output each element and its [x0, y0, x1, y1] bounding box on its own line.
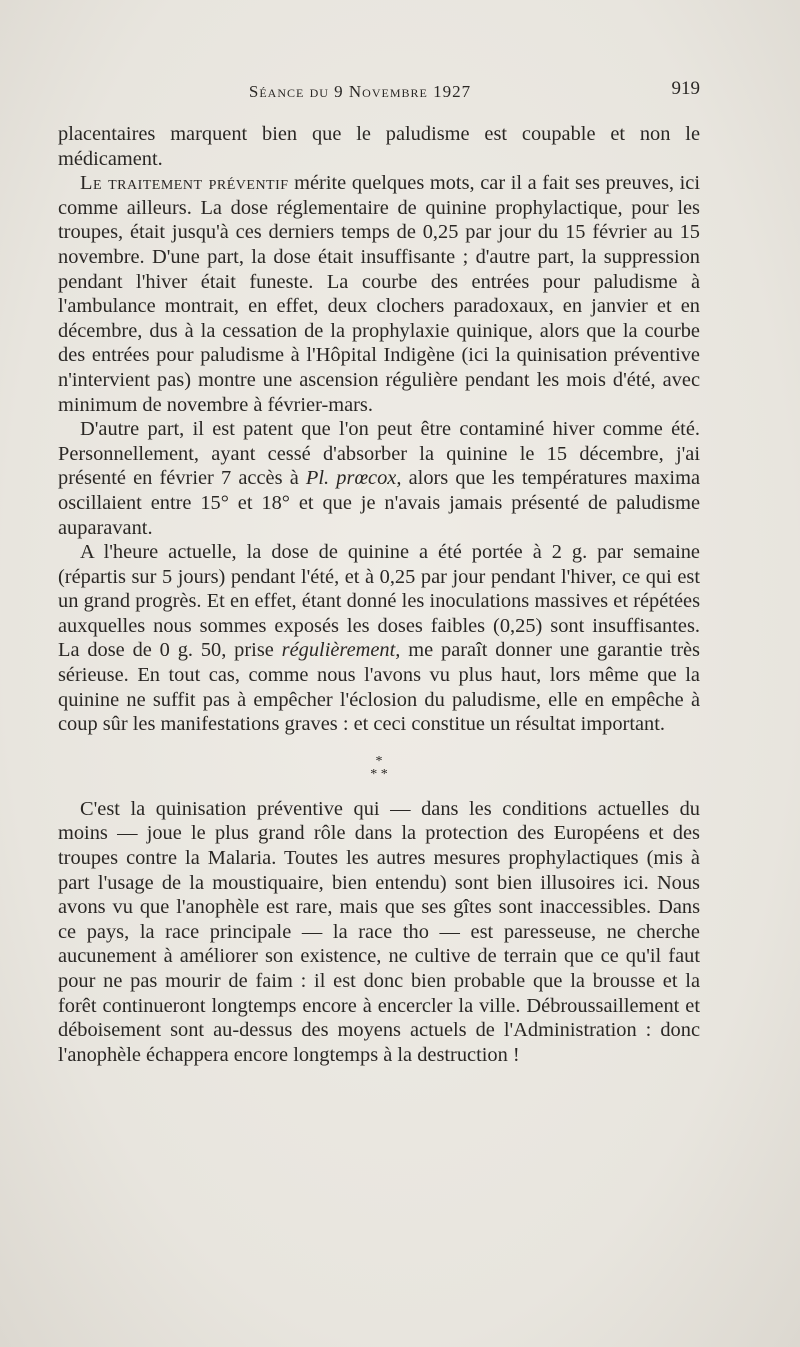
- page-number: 919: [671, 78, 700, 99]
- paragraph-3-italic: Pl. prœcox,: [305, 467, 402, 490]
- asterism-top: *: [375, 753, 383, 769]
- running-title: Séance du 9 Novembre 1927: [248, 82, 472, 101]
- paragraph-1: [58, 122, 700, 171]
- paragraph-4-text-a: A l'heure actuelle, la dose de quinine a été portée à 2 g. par semaine (répartis sur 5 jours) pendant l'été, et à 0,25 par jour pendant l'hiver, ce qui est un grand progrès. Et en effet, étant donné les inoculations massives et répétées auxquelles nous sommes exposés les doses faibles (0,25) sont insuffisantes. La dose de 0 g. 50, prise: [58, 541, 700, 662]
- paragraph-5: [58, 797, 700, 1068]
- paragraph-4: [58, 540, 700, 737]
- asterism-bottom: * *: [370, 766, 388, 782]
- paragraph-2: [58, 171, 700, 417]
- paragraph-1-text: placentaires marquent bien que le paludisme est coupable et non le médicament.: [58, 123, 700, 170]
- paragraph-2-lead: Le traitement préventif: [80, 172, 289, 195]
- paragraph-5-text: C'est la quinisation préventive qui — dans les conditions actuelles du moins — joue le plus grand rôle dans la protection des Européens et des troupes contre la Malaria. Toutes les autres mesures prophylactiques (mis à part l'usage de la moustiquaire, bien entendu) sont bien illusoires ici. Nous avons vu que l'anophèle est rare, mais que ses gîtes sont inaccessibles. Dans ce pays, la race principale — la race tho — est paresseuse, ne cherche aucunement à améliorer son existence, ne cultive de terrain que ce qu'il faut pour ne pas mourir de faim : il est donc bien probable que la brousse et la forêt continueront longtemps encore à encercler la ville. Débroussaillement et déboisement sont au-dessus des moyens actuels de l'Administration : donc l'anophèle échappera encore longtemps à la destruction !: [58, 797, 700, 1066]
- paragraph-3-text-a: D'autre part, il est patent que l'on peut être contaminé hiver comme été. Personnellement, ayant cessé d'absorber la quinine le 15 décembre, j'ai présenté en février 7 accès à: [58, 418, 700, 490]
- paragraph-2-text: mérite quelques mots, car il a fait ses preuves, ici comme ailleurs. La dose réglementaire de quinine prophylactique, pour les troupes, était jusqu'à ces derniers temps de 0,25 par jour du 15 février au 15 novembre. D'une part, la dose était insuffisante ; d'autre part, la suppression pendant l'hiver était funeste. La courbe des entrées pour paludisme à l'ambulance montrait, en effet, deux clochers paradoxaux, en janvier et en décembre, dus à la cessation de la prophylaxie quinique, alors que la courbe des entrées pour paludisme à l'Hôpital Indigène (ici la quinisation préventive n'intervient pas) montre une ascension régulière pendant les mois d'été, avec minimum de novembre à février-mars.: [58, 172, 700, 416]
- paragraph-3: [58, 417, 700, 540]
- paragraph-4-italic: régulièrement,: [281, 639, 401, 662]
- paragraph-3-text-b: alors que les températures maxima oscillaient entre 15° et 18° et que je n'avais jamais présenté de paludisme auparavant.: [58, 467, 700, 539]
- section-asterism: [58, 755, 700, 781]
- page-header: [60, 78, 710, 108]
- body-text: [58, 122, 700, 1067]
- paragraph-4-text-b: me paraît donner une garantie très sérieuse. En tout cas, comme nous l'avons vu plus haut, lors même que la quinine ne suffit pas à empêcher l'éclosion du paludisme, elle en empêche à coup sûr les manifestations graves : et ceci constitue un résultat important.: [58, 639, 700, 736]
